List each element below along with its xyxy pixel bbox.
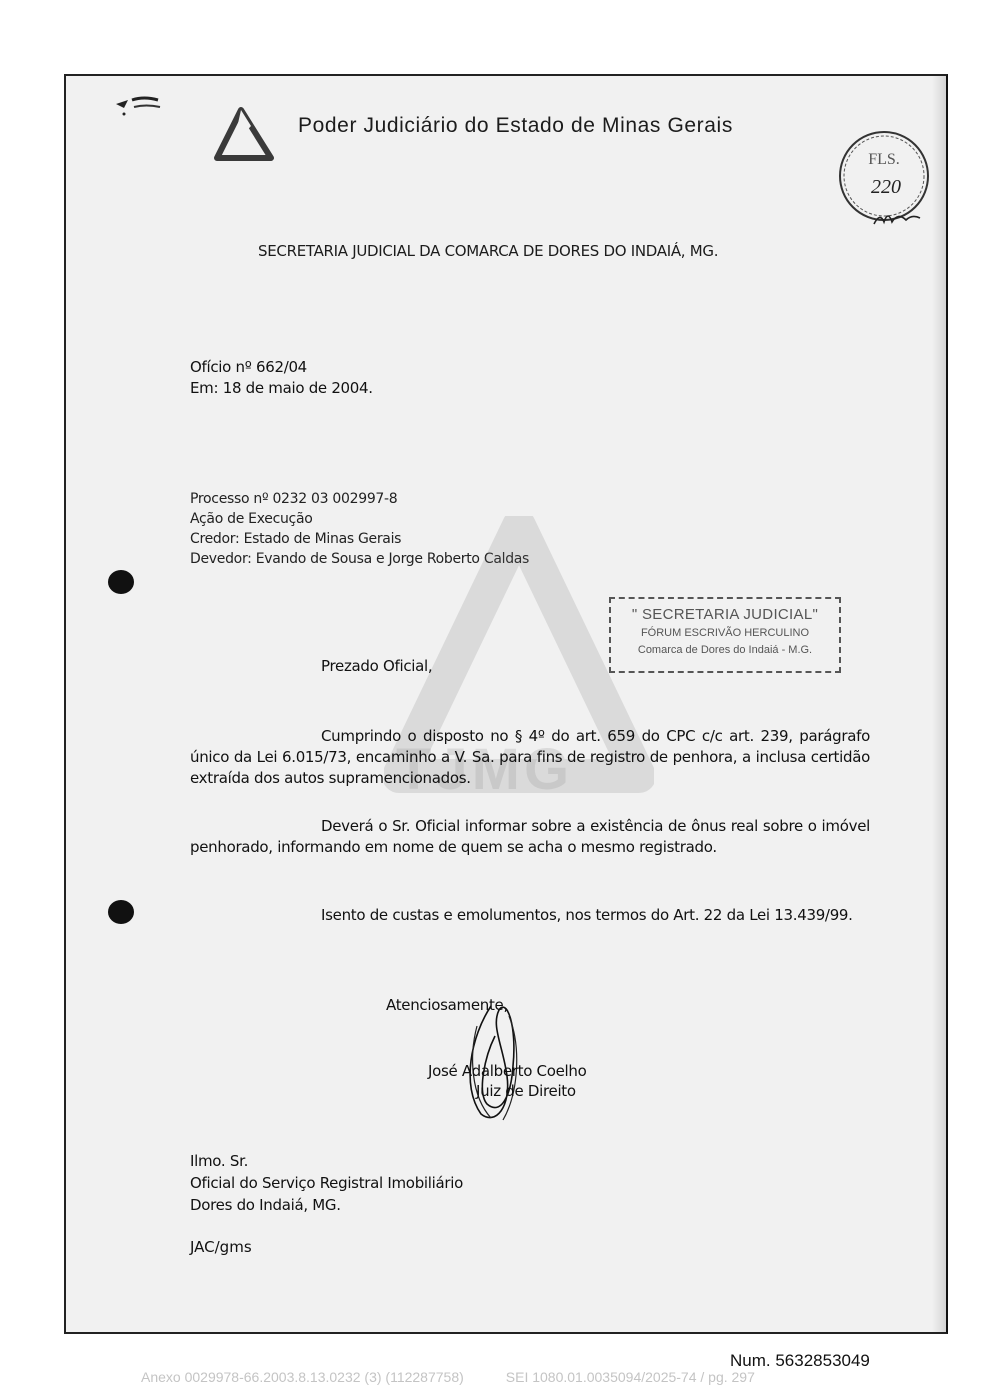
secretaria-heading: SECRETARIA JUDICIAL DA COMARCA DE DORES DO INDAIÁ, MG. xyxy=(258,242,719,260)
stamp-line-1: " SECRETARIA JUDICIAL" xyxy=(631,606,819,623)
processo-number: Processo nº 0232 03 002997-8 xyxy=(190,491,398,507)
footer-anexo: Anexo 0029978-66.2003.8.13.0232 (3) (112287758) xyxy=(141,1369,464,1385)
processo-credor: Credor: Estado de Minas Gerais xyxy=(190,531,402,547)
punch-hole xyxy=(108,570,134,594)
processo-acao: Ação de Execução xyxy=(190,511,313,527)
watermark-text: TJMG xyxy=(396,737,574,802)
stamp-line-2: FÓRUM ESCRIVÃO HERCULINO xyxy=(640,627,810,639)
recipient-line-2: Oficial do Serviço Registral Imobiliário xyxy=(190,1174,464,1192)
fls-stamp xyxy=(836,130,932,226)
secretaria-stamp xyxy=(609,597,841,673)
salutation: Prezado Oficial, xyxy=(321,657,433,675)
footer-sei: SEI 1080.01.0035094/2025-74 / pg. 297 xyxy=(505,1369,755,1385)
signer-name: José Adalberto Coelho xyxy=(428,1062,587,1080)
processo-devedor: Devedor: Evando de Sousa e Jorge Roberto Caldas xyxy=(190,551,530,567)
body-paragraph-2: Deverá o Sr. Oficial informar sobre a existência de ônus real sobre o imóvel penhorado, informando em nome de quem se acha o mesmo registrado. xyxy=(190,817,870,856)
closing: Atenciosamente, xyxy=(386,996,508,1014)
signer-role: Juiz de Direito xyxy=(476,1082,576,1100)
body-paragraph-3: Isento de custas e emolumentos, nos termos do Art. 22 da Lei 13.439/99. xyxy=(321,906,853,924)
recipient-block xyxy=(190,1150,463,1216)
stamp-line-3: Comarca de Dores do Indaiá - M.G. xyxy=(637,644,813,656)
scan-edge-shadow xyxy=(932,76,946,1332)
punch-hole xyxy=(108,900,134,924)
initials: JAC/gms xyxy=(190,1238,252,1256)
pen-mark xyxy=(114,94,172,116)
fls-number: 220 xyxy=(871,176,901,198)
recipient-line-1: Ilmo. Sr. xyxy=(190,1152,249,1170)
footer xyxy=(141,1369,755,1385)
signer-block xyxy=(428,1061,586,1101)
institution-title: Poder Judiciário do Estado de Minas Gerais xyxy=(298,114,733,137)
oficio-date: Em: 18 de maio de 2004. xyxy=(190,379,373,397)
recipient-line-3: Dores do Indaiá, MG. xyxy=(190,1196,341,1214)
fls-label: FLS. xyxy=(868,151,900,168)
body-paragraph-1: Cumprindo o disposto no § 4º do art. 659 do CPC c/c art. 239, parágrafo único da Lei 6.015/73, encaminho a V. Sa. para fins de registro de penhora, a inclusa certidão extraída dos autos supramencionados. xyxy=(190,727,870,787)
oficio-number: Ofício nº 662/04 xyxy=(190,358,307,376)
tjmg-logo-icon xyxy=(211,106,277,162)
scanned-document xyxy=(64,74,948,1334)
document-number: Num. 5632853049 xyxy=(730,1351,870,1370)
